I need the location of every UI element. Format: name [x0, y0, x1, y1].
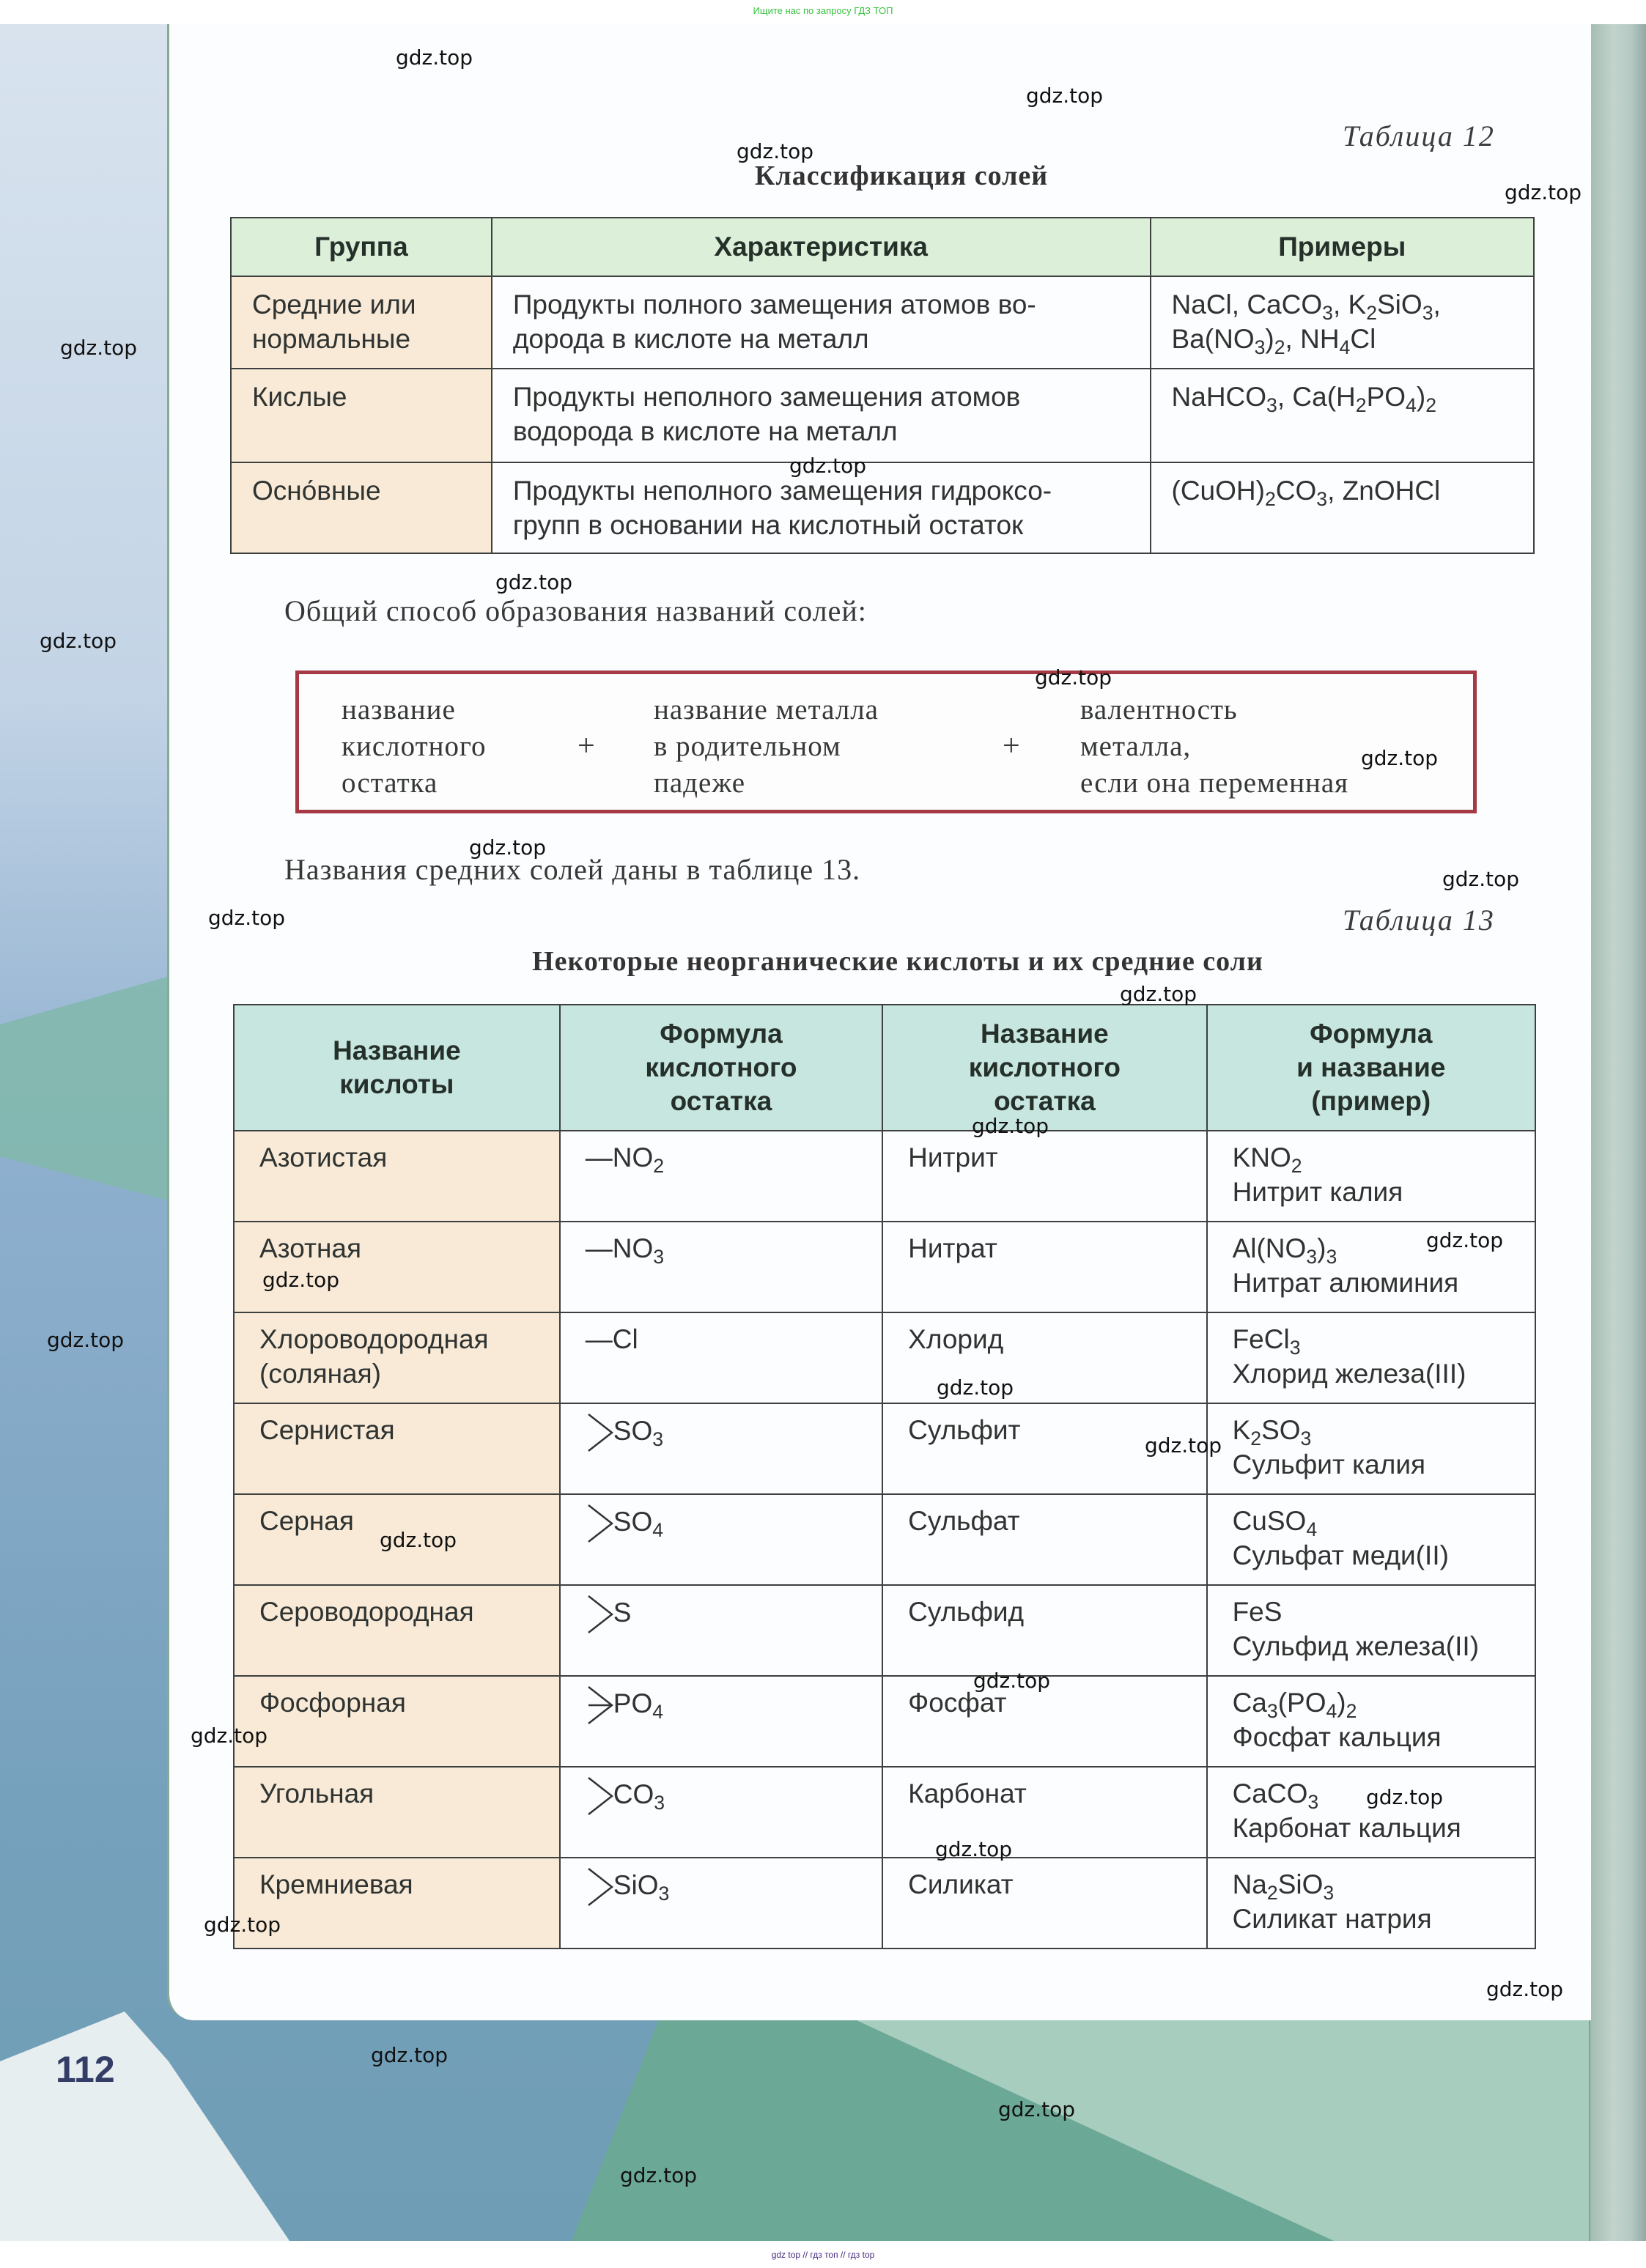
general-method-intro: Общий способ образования названий солей: [284, 594, 867, 627]
watermark-text: gdz.top [1145, 1433, 1222, 1458]
watermark-text: gdz.top [396, 45, 473, 70]
acid-name-cell: Азотная [234, 1222, 560, 1312]
residue-formula-cell: $—NO_3$ [560, 1222, 882, 1312]
watermark-text: gdz.top [1361, 746, 1439, 770]
residue-name-cell: Карбонат [882, 1767, 1206, 1858]
watermark-text: gdz.top [1120, 982, 1197, 1006]
watermark-text: gdz.top [47, 1328, 125, 1352]
residue-name-cell: Силикат [882, 1858, 1206, 1949]
characteristic-cell: Продукты неполного замещения атомов водорода в кислоте на металл [492, 369, 1151, 462]
examples-cell: NaHCO$_3$, $Ca(H_2PO_4)_2$ [1151, 369, 1534, 462]
double-bond-icon [586, 1595, 616, 1634]
salt-naming-formula-box [295, 671, 1477, 813]
watermark-text: gdz.top [1026, 84, 1104, 108]
header-examples: Примеры [1151, 218, 1534, 276]
header-characteristic: Характеристика [492, 218, 1151, 276]
watermark-text: gdz.top [1035, 665, 1112, 690]
watermark-text: gdz.top [208, 906, 286, 930]
example-cell: $Na_2SiO_3$ Силикат натрия [1207, 1858, 1535, 1949]
plus-sign: + [577, 729, 596, 763]
example-cell: $KNO_2$ Нитрит калия [1207, 1131, 1535, 1222]
acid-name-cell: Сероводородная [234, 1585, 560, 1676]
group-cell: Осно́вные [231, 462, 492, 553]
table-row [234, 1676, 1535, 1767]
table12-caption: Таблица 12 [1343, 119, 1495, 152]
watermark-text: gdz.top [937, 1375, 1014, 1400]
formula-part-valence: валентность металла, если она переменная [1080, 694, 1349, 799]
watermark-text: gdz.top [495, 570, 573, 594]
residue-formula-cell: $SO_3$ [560, 1403, 882, 1494]
double-bond-icon [586, 1776, 616, 1816]
watermark-text: gdz.top [262, 1268, 340, 1292]
residue-name-cell: Сульфат [882, 1494, 1206, 1585]
table-row [234, 1222, 1535, 1312]
table-row [234, 1858, 1535, 1949]
header-residue-formula: Формула кислотного остатка [560, 1005, 882, 1131]
formula-part-acid-residue: название кислотного остатка [342, 694, 487, 799]
example-cell: $Ca_3(PO_4)_2$ Фосфат кальция [1207, 1676, 1535, 1767]
residue-formula-cell: —Cl [560, 1312, 882, 1403]
formula-part-metal-name: название металла в родительном падеже [654, 694, 879, 799]
watermark-text: gdz.top [371, 2043, 449, 2067]
header-residue-name: Название кислотного остатка [882, 1005, 1206, 1131]
table13-intro: Названия средних солей даны в таблице 13. [284, 853, 861, 886]
footer-banner: gdz top // гдз топ // гдз top [771, 2250, 875, 2260]
watermark-text: gdz.top [380, 1528, 457, 1552]
watermark-text: gdz.top [191, 1724, 268, 1748]
residue-name-cell: Фосфат [882, 1676, 1206, 1767]
table-row [234, 1403, 1535, 1494]
example-cell: CuSO$_4$ Сульфат меди(II) [1207, 1494, 1535, 1585]
example-cell: FeCl$_3$ Хлорид железа(III) [1207, 1312, 1535, 1403]
watermark-text: gdz.top [1442, 867, 1520, 891]
acid-name-cell: Угольная [234, 1767, 560, 1858]
page-number: 112 [56, 2049, 115, 2090]
table13-caption: Таблица 13 [1343, 904, 1495, 937]
residue-name-cell: Хлорид [882, 1312, 1206, 1403]
watermark-text: gdz.top [40, 629, 117, 653]
table12-header-row [231, 218, 1534, 276]
examples-cell: $(CuOH)_2CO_3$, ZnOHCl [1151, 462, 1534, 553]
acid-name-cell: Фосфорная [234, 1676, 560, 1767]
watermark-text: gdz.top [789, 454, 867, 478]
residue-name-cell: Сульфит [882, 1403, 1206, 1494]
acid-name-cell: Кремниевая [234, 1858, 560, 1949]
example-cell: FeS Сульфид железа(II) [1207, 1585, 1535, 1676]
triple-bond-icon [586, 1685, 616, 1725]
double-bond-icon [586, 1867, 616, 1907]
table-row [231, 462, 1534, 553]
watermark-text: gdz.top [972, 1114, 1049, 1138]
table13-header-row [234, 1005, 1535, 1131]
watermark-text: gdz.top [737, 139, 814, 163]
watermark-text: gdz.top [998, 2097, 1076, 2121]
plus-sign: + [1003, 729, 1021, 763]
group-cell: Кислые [231, 369, 492, 462]
residue-name-cell: Сульфид [882, 1585, 1206, 1676]
residue-formula-cell: $—NO_2$ [560, 1131, 882, 1222]
residue-name-cell: Нитрат [882, 1222, 1206, 1312]
residue-formula-cell: $SO_4$ [560, 1494, 882, 1585]
residue-formula-cell: S [560, 1585, 882, 1676]
acid-name-cell: Хлороводородная (соляная) [234, 1312, 560, 1403]
watermark-text: gdz.top [1426, 1228, 1504, 1252]
table-row [234, 1131, 1535, 1222]
watermark-text: gdz.top [1486, 1977, 1564, 2001]
example-cell: $Al(NO_3)_3$ Нитрат алюминия [1207, 1222, 1535, 1312]
book-spine-edge [1589, 24, 1646, 2241]
example-cell: $K_2SO_3$ Сульфит калия [1207, 1403, 1535, 1494]
header-example: Формула и название (пример) [1207, 1005, 1535, 1131]
watermark-text: gdz.top [60, 336, 138, 360]
watermark-text: gdz.top [1505, 180, 1582, 204]
table13-title: Некоторые неорганические кислоты и их средние соли [532, 946, 1263, 977]
watermark-text: gdz.top [204, 1913, 281, 1937]
group-cell: Средние или нормальные [231, 276, 492, 369]
watermark-text: gdz.top [620, 2163, 698, 2187]
table-row [234, 1585, 1535, 1676]
watermark-text: gdz.top [1366, 1785, 1444, 1809]
residue-formula-cell: $PO_4$ [560, 1676, 882, 1767]
acid-name-cell: Азотистая [234, 1131, 560, 1222]
acid-name-cell: Сернистая [234, 1403, 560, 1494]
table-row [231, 276, 1534, 369]
characteristic-cell: Продукты неполного замещения гидроксо- групп в основании на кислотный остаток [492, 462, 1151, 553]
table-row [231, 369, 1534, 462]
watermark-text: gdz.top [469, 835, 547, 860]
example-cell: CaCO$_3$ Карбонат кальция [1207, 1767, 1535, 1858]
top-banner: Ищите нас по запросу ГДЗ ТОП [753, 5, 893, 16]
residue-formula-cell: $CO_3$ [560, 1767, 882, 1858]
table-row [234, 1312, 1535, 1403]
examples-cell: NaCl, CaCO$_3$, $K_2SiO_3$, $Ba(NO_3)_2$, $NH_4Cl$ [1151, 276, 1534, 369]
header-group: Группа [231, 218, 492, 276]
header-acid-name: Название кислоты [234, 1005, 560, 1131]
table13-acids-and-salts [233, 1004, 1536, 1949]
watermark-text: gdz.top [935, 1837, 1013, 1861]
residue-name-cell: Нитрит [882, 1131, 1206, 1222]
characteristic-cell: Продукты полного замещения атомов во- дорода в кислоте на металл [492, 276, 1151, 369]
acid-name-cell: Серная [234, 1494, 560, 1585]
double-bond-icon [586, 1504, 616, 1543]
table12-title: Классификация солей [754, 160, 1049, 191]
residue-formula-cell: SiO$_3$ [560, 1858, 882, 1949]
double-bond-icon [586, 1413, 616, 1452]
table12-salts-classification [230, 217, 1535, 554]
watermark-text: gdz.top [973, 1669, 1051, 1693]
table-row [234, 1767, 1535, 1858]
